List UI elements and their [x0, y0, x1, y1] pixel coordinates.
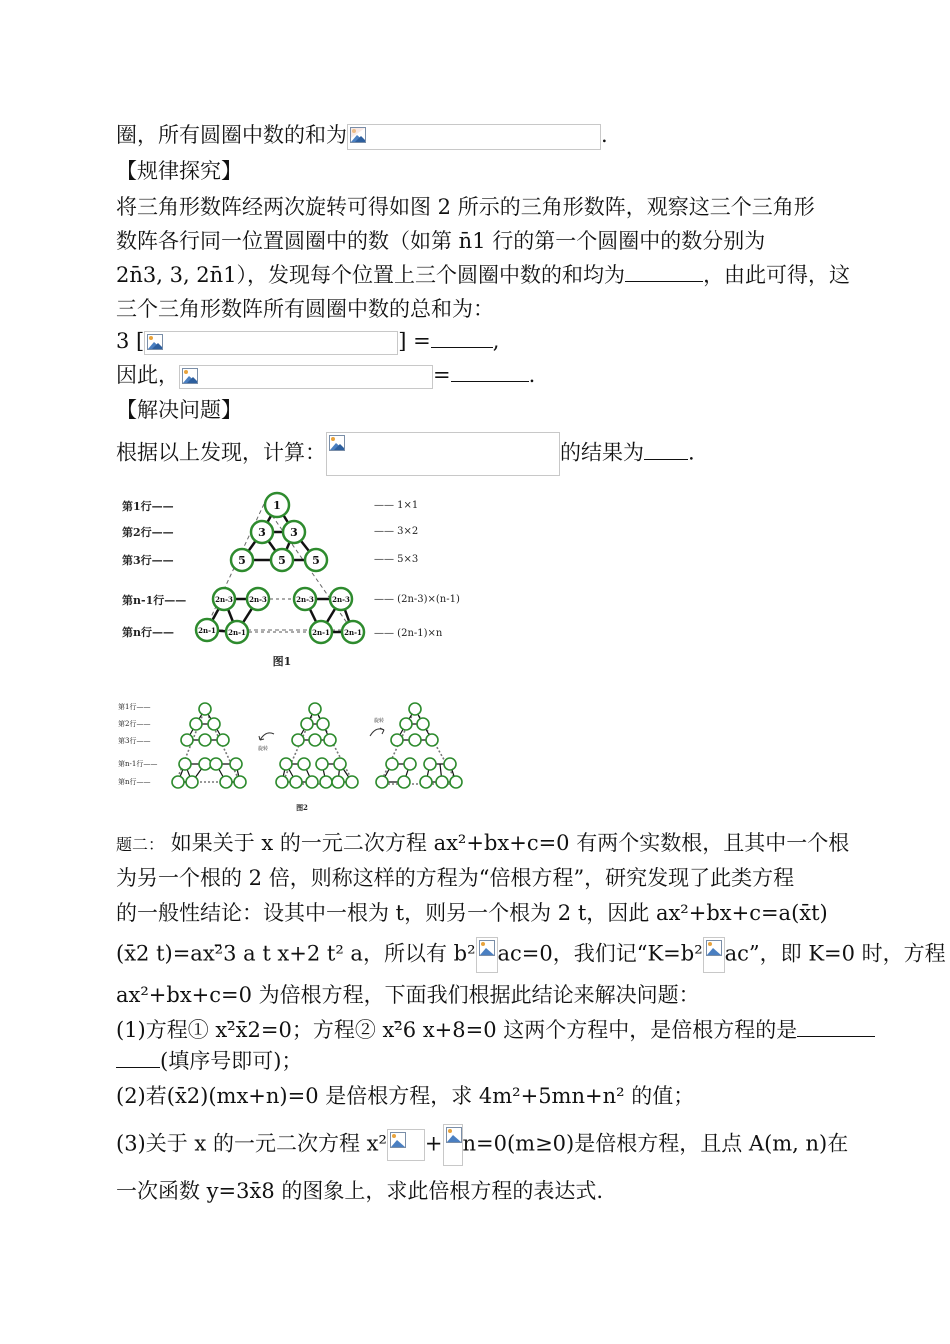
circle-value: 3: [258, 526, 266, 539]
formula-image-3: [179, 365, 433, 389]
line-sum: 圈，所有圆圈中数的和为 .: [116, 120, 608, 150]
broken-image-icon: [479, 940, 495, 956]
right-label: —— 1×1: [374, 500, 419, 511]
figure-1: [112, 484, 472, 674]
q2-label: 题二：: [116, 835, 165, 854]
broken-image-icon: [147, 334, 163, 350]
row-label: 第3行——: [122, 554, 174, 567]
triangle-array-2: [276, 703, 358, 788]
arrow-label: 旋转: [374, 718, 385, 724]
row-label: 第n-1行——: [118, 760, 158, 768]
q2-sub-1b: (填序号即可)；: [116, 1046, 302, 1076]
arrow-label: 旋转: [258, 746, 269, 752]
broken-image-icon: [446, 1127, 462, 1143]
heading-solve: 【解决问题】: [116, 398, 242, 422]
broken-image-icon: [329, 435, 345, 451]
q2-para-4: (x̄2 t)=ax²̄3 a t x+2 t² a，所以有 b² ac=0，我们记“K=b² ac”，即 K=0 时，方程: [116, 937, 946, 973]
circle-value: 2n-3: [215, 595, 233, 604]
circle-value: 2n-1: [344, 628, 362, 637]
right-label: —— (2n-1)×n: [374, 628, 443, 639]
row-label: 第3行——: [118, 737, 151, 745]
line-therefore: 因此， = .: [116, 363, 536, 387]
q2-sub-2: (2)若(x̄2)(mx+n)=0 是倍根方程，求 4m²+5mn+n² 的值；: [116, 1084, 695, 1108]
formula-image-2: [144, 331, 398, 355]
broken-image-icon: [390, 1132, 406, 1148]
heading-explore: 【规律探究】: [116, 159, 242, 183]
circle-value: 5: [278, 554, 286, 567]
broken-image-icon: [182, 368, 198, 384]
q2-para-3: 的一般性结论：设其中一根为 t，则另一个根为 2 t，因此 ax²+bx+c=a(x̄t): [116, 901, 828, 925]
row-label: 第n行——: [118, 778, 151, 786]
right-label: —— 5×3: [374, 554, 419, 565]
row-label: 第2行——: [118, 720, 151, 728]
formula-image-5: [476, 937, 498, 973]
row-label: 第1行——: [118, 703, 151, 711]
circle-value: 3: [290, 526, 298, 539]
explore-para-2: 数阵各行同一位置圆圈中的数（如第 n̄1 行的第一个圆圈中的数分别为: [116, 229, 766, 253]
broken-image-icon: [706, 940, 722, 956]
formula-image-7: [387, 1129, 425, 1161]
circle-value: 2n-3: [249, 595, 267, 604]
figure-caption: 图2: [296, 803, 308, 812]
explore-para-4: 三个三角形数阵所有圆圈中数的总和为：: [116, 297, 494, 321]
row-label: 第n-1行——: [122, 594, 187, 607]
answer-blank: [116, 1049, 160, 1068]
circle-value: 2n-1: [312, 628, 330, 637]
broken-image-icon: [350, 127, 366, 143]
line-three-sum: 3 [ ] = ,: [116, 329, 500, 353]
q2-para-2: 为另一个根的 2 倍，则称这样的方程为“倍根方程”，研究发现了此类方程: [116, 866, 795, 890]
figure-2: [112, 700, 482, 818]
circle-value: 1: [273, 499, 281, 512]
rotate-arrow-icon: [370, 728, 384, 736]
q2-para-1: 题二： 如果关于 x 的一元二次方程 ax²+bx+c=0 有两个实数根，且其中一个根: [116, 831, 850, 855]
rotate-arrow-icon: [259, 733, 274, 740]
figure-caption: 图1: [272, 655, 292, 668]
row-label: 第n行——: [122, 626, 174, 639]
row-label: 第2行——: [122, 526, 174, 539]
circle-value: 2n-3: [296, 595, 314, 604]
answer-blank: [797, 1018, 875, 1037]
answer-blank: [451, 363, 529, 382]
circle-value: 5: [238, 554, 246, 567]
q2-para-5: ax²+bx+c=0 为倍根方程，下面我们根据此结论来解决问题：: [116, 983, 700, 1007]
circle-value: 2n-1: [228, 628, 246, 637]
q2-sub-3: (3)关于 x 的一元二次方程 x² + n=0(m≥0)是倍根方程，且点 A(m, n)在: [116, 1124, 848, 1166]
triangle-array-1: [172, 703, 246, 788]
triangle-array-3: [376, 703, 462, 788]
answer-blank: [644, 441, 688, 460]
answer-blank: [431, 329, 493, 348]
q2-sub-1: (1)方程① x²̄x̄2=0；方程② x²̄6 x+8=0 这两个方程中，是倍根方程的是: [116, 1015, 875, 1045]
answer-blank: [625, 263, 703, 282]
formula-image-6: [703, 937, 725, 973]
line-solve: 根据以上发现，计算： 的结果为 .: [116, 432, 695, 476]
formula-image-1: [347, 124, 601, 150]
explore-para-3: 2n̄3, 3, 2n̄1），发现每个位置上三个圆圈中数的和均为 ，由此可得，这: [116, 263, 851, 287]
q2-sub-3b: 一次函数 y=3x̄8 的图象上，求此倍根方程的表达式.: [116, 1179, 604, 1203]
right-label: —— (2n-3)×(n-1): [374, 594, 460, 605]
formula-image-4: [326, 432, 560, 476]
circle-value: 2n-3: [332, 595, 350, 604]
explore-para-1: 将三角形数阵经两次旋转可得如图 2 所示的三角形数阵，观察这三个三角形: [116, 195, 815, 219]
line-sum-text: 圈，所有圆圈中数的和为: [116, 123, 347, 147]
formula-image-8: [443, 1124, 463, 1166]
row-label: 第1行——: [122, 500, 174, 513]
circle-value: 2n-1: [198, 626, 216, 635]
right-label: —— 3×2: [374, 526, 419, 537]
circle-value: 5: [312, 554, 320, 567]
